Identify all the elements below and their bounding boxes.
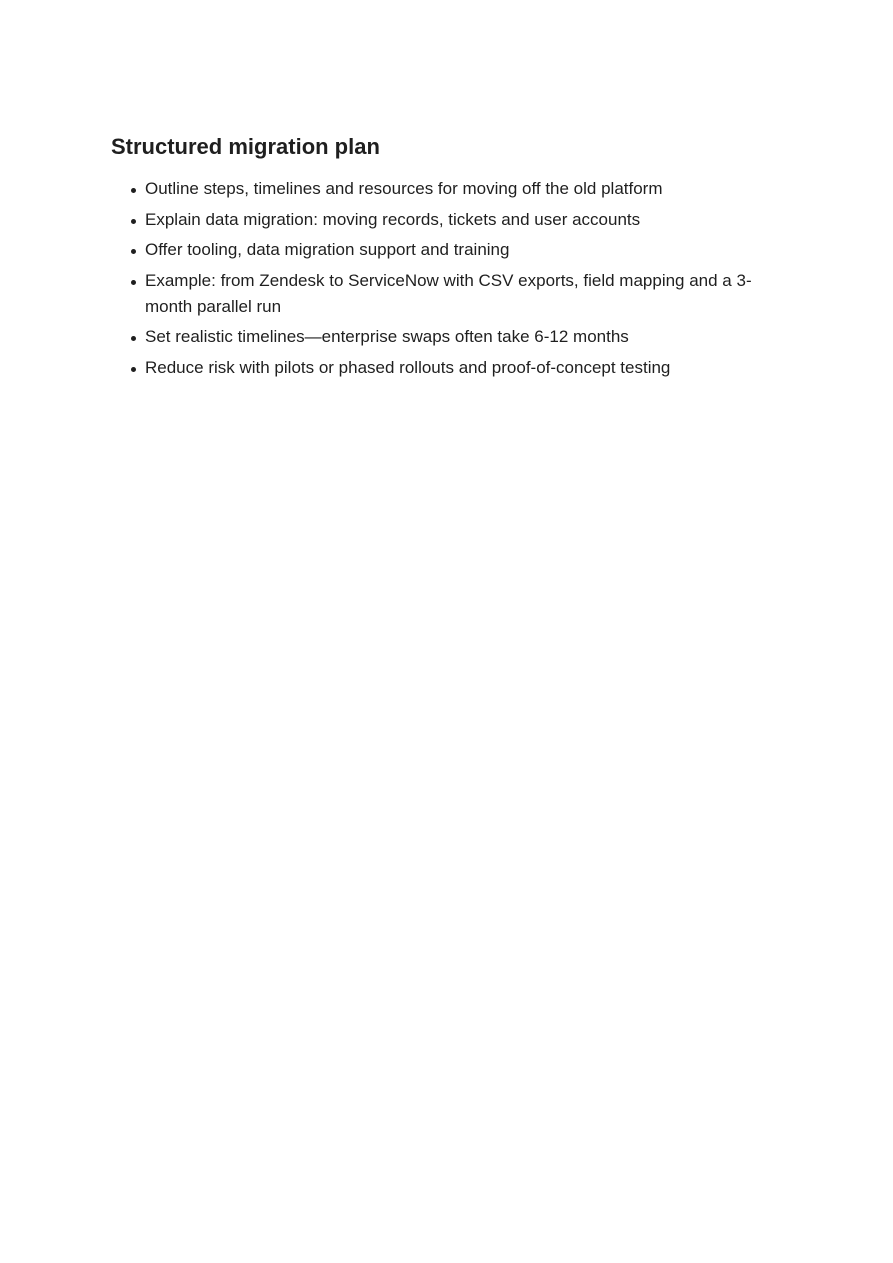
bullet-dot-icon bbox=[131, 249, 136, 254]
bullet-text: Reduce risk with pilots or phased rollouts and proof-of-concept testing bbox=[145, 357, 671, 377]
bullet-dot-icon bbox=[131, 336, 136, 341]
bullet-text: Offer tooling, data migration support and training bbox=[145, 240, 510, 259]
bullet-dot-icon bbox=[131, 367, 136, 372]
bullet-item bbox=[111, 207, 771, 233]
bullet-text: Set realistic timelines—enterprise swaps often take 6-12 months bbox=[145, 327, 629, 346]
bullet-list bbox=[111, 176, 771, 381]
bullet-text: Outline steps, timelines and resources for moving off the old platform bbox=[145, 179, 663, 198]
section-heading: Structured migration plan bbox=[111, 134, 380, 159]
bullet-item bbox=[111, 324, 771, 350]
bullet-text: Explain data migration: moving records, tickets and user accounts bbox=[145, 209, 641, 229]
bullet-item bbox=[111, 355, 771, 381]
bullet-dot-icon bbox=[131, 219, 136, 224]
bullet-dot-icon bbox=[131, 188, 136, 193]
document-page bbox=[111, 133, 771, 385]
bullet-text: Example: from Zendesk to ServiceNow with CSV exports, field mapping and a 3-month parallel run bbox=[145, 270, 752, 316]
bullet-item bbox=[111, 237, 771, 263]
bullet-item bbox=[111, 268, 771, 320]
bullet-item bbox=[111, 176, 771, 202]
bullet-dot-icon bbox=[131, 280, 136, 285]
